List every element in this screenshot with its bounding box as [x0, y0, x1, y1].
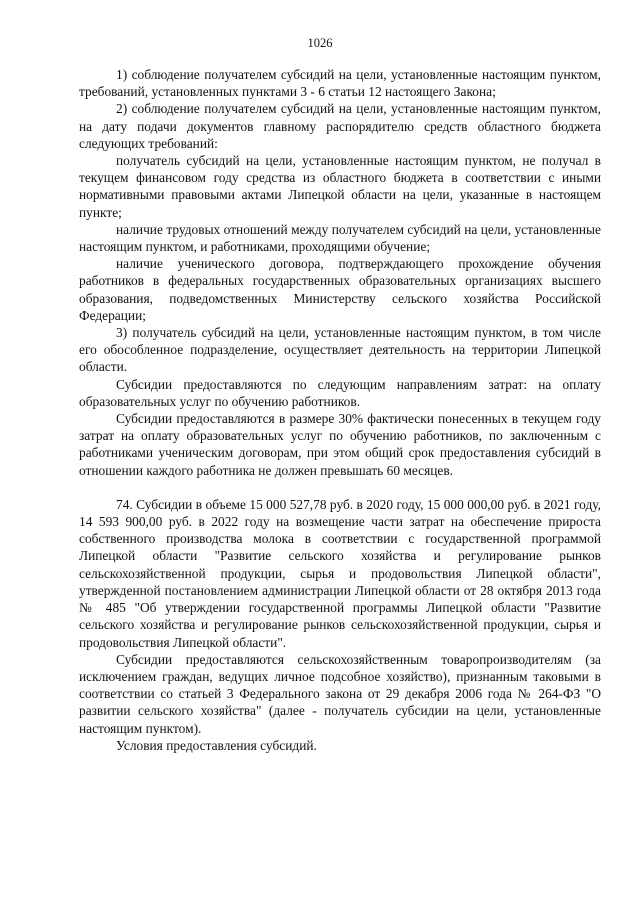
- paragraph-6: 3) получатель субсидий на цели, установленные настоящим пунктом, в том числе его обособленное подразделение, осуществляет деятельность на территории Липецкой области.: [79, 325, 601, 375]
- page-number: 1026: [307, 36, 333, 50]
- paragraph-3: получатель субсидий на цели, установленные настоящим пунктом, не получал в текущем финансовом году средства из областного бюджета в соответствии с иными нормативными правовыми актами Липецкой области на цели, указанные в настоящем пункте;: [79, 153, 601, 220]
- paragraph-11: Условия предоставления субсидий.: [116, 737, 317, 753]
- document-body: [79, 66, 601, 754]
- paragraph-9: 74. Субсидии в объеме 15 000 527,78 руб. в 2020 году, 15 000 000,00 руб. в 2021 году, 14 593 900,00 руб. в 2022 году на возмещение части затрат на обеспечение прироста собственного производства молока в соответствии с государственной программой Липецкой области "Развитие сельского хозяйства и регулирование рынков сельскохозяйственной продукции, сырья и продовольствия Липецкой области", утвержденной постановлением администрации Липецкой области от 28 октября 2013 года № 485 "Об утверждении государственной программы Липецкой области "Развитие сельского хозяйства и регулирование рынков сельскохозяйственной продукции, сырья и продовольствия Липецкой области".: [79, 496, 601, 650]
- paragraph-5: наличие ученического договора, подтверждающего прохождение обучения работников в федеральных государственных образовательных организациях высшего образования, подведомственных Министерству сельского хозяйства Российской Федерации;: [79, 256, 601, 323]
- paragraph-4: наличие трудовых отношений между получателем субсидий на цели, установленные настоящим пунктом, и работниками, проходящими обучение;: [79, 221, 601, 255]
- paragraph-8: Субсидии предоставляются в размере 30% фактически понесенных в текущем году затрат на оплату образовательных услуг по обучению работников, по заключенным с работниками ученическим договорам, при этом общий срок предоставления субсидий в отношении каждого работника не должен превышать 60 месяцев.: [79, 411, 601, 478]
- paragraph-1: 1) соблюдение получателем субсидий на цели, установленные настоящим пунктом, требований, установленных пунктами 3 - 6 статьи 12 настоящего Закона;: [79, 67, 601, 100]
- paragraph-10: Субсидии предоставляются сельскохозяйственным товаропроизводителям (за исключением граждан, ведущих личное подсобное хозяйство), признанным таковыми в соответствии со статьей 3 Федерального закона от 29 декабря 2006 года № 264-ФЗ "О развитии сельского хозяйства" (далее - получатель субсидии на цели, установленные настоящим пунктом).: [79, 651, 601, 736]
- paragraph-7: Субсидии предоставляются по следующим направлениям затрат: на оплату образовательных услуг по обучению работников.: [79, 376, 601, 409]
- paragraph-2: 2) соблюдение получателем субсидий на цели, установленные настоящим пунктом, на дату подачи документов главному распорядителю средств областного бюджета следующих требований:: [79, 101, 601, 151]
